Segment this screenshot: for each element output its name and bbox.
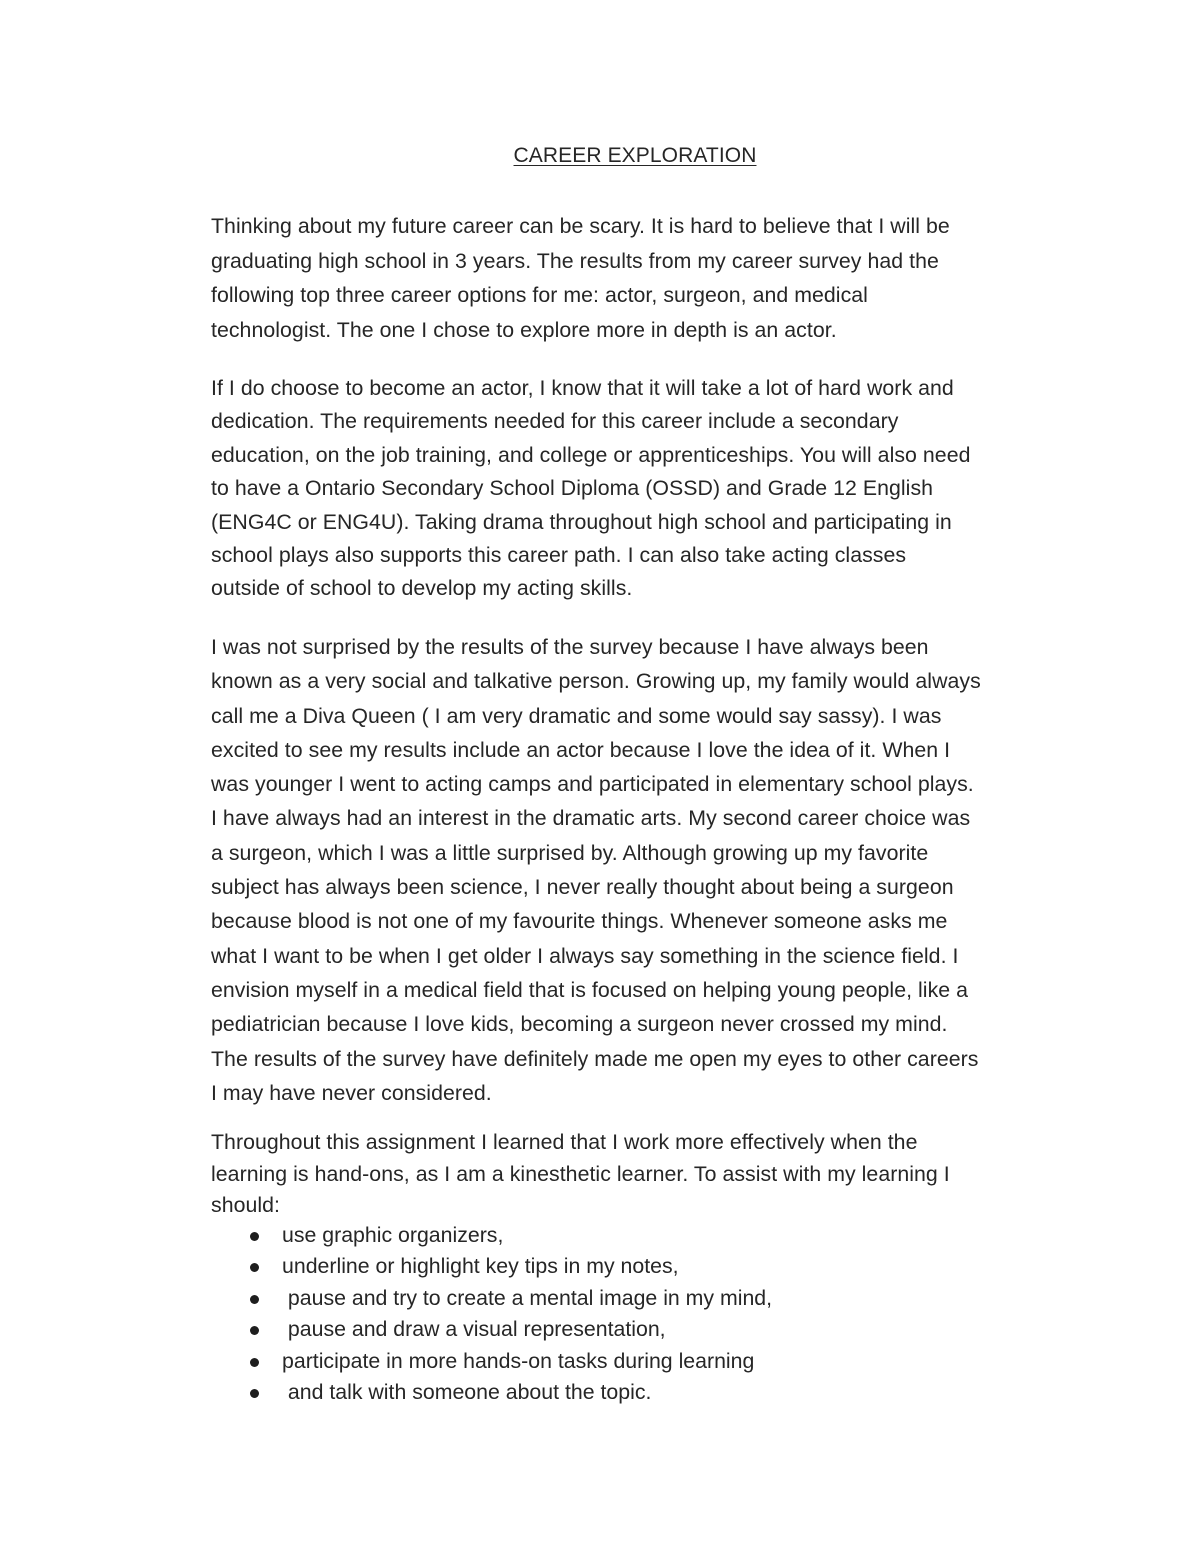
text-line: known as a very social and talkative person. Growing up, my family would always [211,669,981,694]
text-line: should: [211,1193,281,1217]
text-line: following top three career options for me: actor, surgeon, and medical [211,283,868,307]
list-item [247,1346,772,1377]
list-item-text: participate in more hands-on tasks during learning [282,1348,755,1373]
text-line: learning is hand-ons, as I am a kinesthetic learner. To assist with my learning I [211,1161,950,1186]
text-line: call me a Diva Queen ( I am very dramatic and some would say sassy). I was [211,703,942,728]
text-line: dedication. The requirements needed for this career include a secondary [211,409,899,434]
list-item [247,1220,772,1251]
text-line: to have a Ontario Secondary School Diploma (OSSD) and Grade 12 English [211,476,934,501]
text-line: I may have never considered. [211,1080,492,1105]
bullet-icon [250,1358,259,1367]
learning-strategies-list [247,1220,772,1408]
text-line: Thinking about my future career can be scary. It is hard to believe that I will be [211,214,950,238]
list-item-text: pause and try to create a mental image in my mind, [282,1285,773,1310]
bullet-icon [250,1326,259,1335]
bullet-icon [250,1263,259,1272]
text-line: excited to see my results include an actor because I love the idea of it. When I [211,737,951,762]
bullet-icon [250,1232,259,1241]
bullet-icon [250,1389,259,1398]
text-line: was younger I went to acting camps and participated in elementary school plays. [211,772,974,797]
list-item-text: use graphic organizers, [282,1223,504,1247]
text-line: subject has always been science, I never really thought about being a surgeon [211,875,954,900]
list-item-text: underline or highlight key tips in my notes, [282,1254,679,1279]
paragraph-survey-results [211,630,1071,1110]
text-line: education, on the job training, and college or apprenticeships. You will also need [211,442,971,467]
paragraph-intro [211,209,1071,347]
list-item [247,1283,772,1314]
list-item-text: and talk with someone about the topic. [282,1380,652,1405]
text-line: because blood is not one of my favourite things. Whenever someone asks me [211,909,948,934]
paragraph-requirements [211,372,1071,606]
list-item-text: pause and draw a visual representation, [282,1317,666,1342]
text-line: If I do choose to become an actor, I know that it will take a lot of hard work and [211,376,954,400]
text-line: (ENG4C or ENG4U). Taking drama throughout high school and participating in [211,509,952,534]
text-line: envision myself in a medical field that is focused on helping young people, like a [211,977,969,1002]
document-title: CAREER EXPLORATION [513,144,757,167]
text-line: school plays also supports this career path. I can also take acting classes [211,543,907,568]
list-item [247,1314,772,1345]
paragraph-learning [211,1127,1071,1222]
text-line: Throughout this assignment I learned that I work more effectively when the [211,1130,918,1154]
text-line: technologist. The one I chose to explore more in depth is an actor. [211,317,837,342]
text-line: what I want to be when I get older I always say something in the science field. I [211,943,959,968]
text-line: I was not surprised by the results of the survey because I have always been [211,635,929,659]
list-item [247,1251,772,1282]
text-line: a surgeon, which I was a little surprised by. Although growing up my favorite [211,840,929,865]
bullet-icon [250,1295,259,1304]
list-item [247,1377,772,1408]
text-line: graduating high school in 3 years. The results from my career survey had the [211,248,939,273]
text-line: I have always had an interest in the dramatic arts. My second career choice was [211,806,971,831]
text-line: The results of the survey have definitely made me open my eyes to other careers [211,1046,979,1071]
text-line: pediatrician because I love kids, becoming a surgeon never crossed my mind. [211,1012,948,1037]
text-line: outside of school to develop my acting skills. [211,576,633,601]
